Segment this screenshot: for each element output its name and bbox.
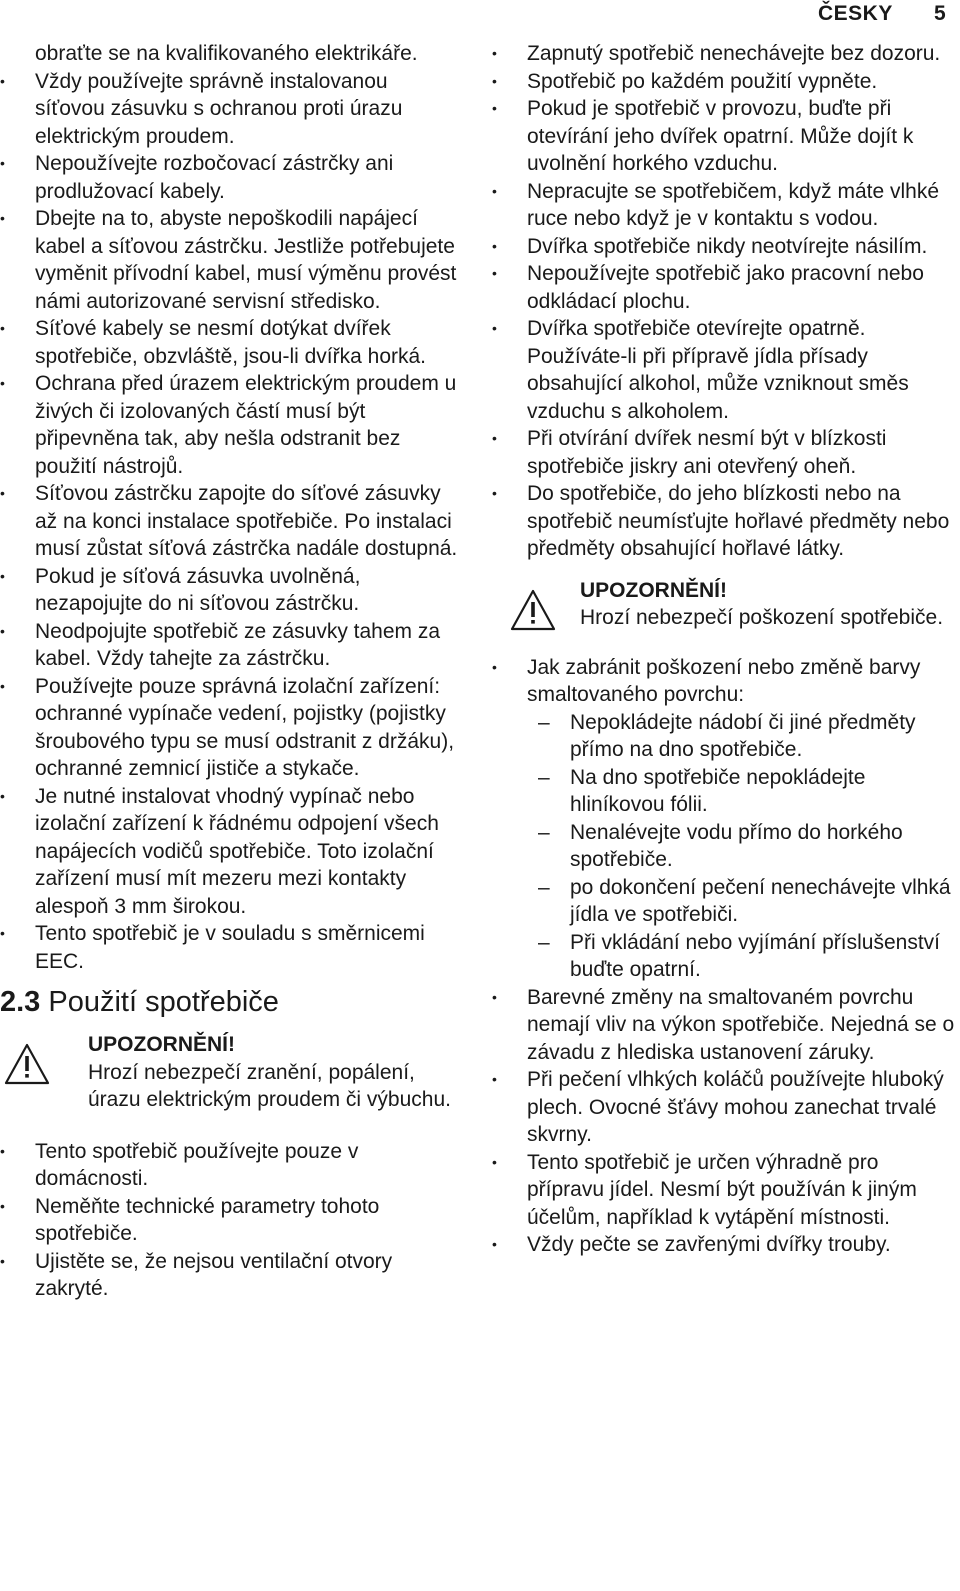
list-item: • Při pečení vlhkých koláčů používejte hluboký plech. Ovocné šťávy mohou zanechat trvalé skvrny. <box>492 1068 944 1146</box>
sublist-item: – Nepokládejte nádobí či jiné předměty přímo na dno spotřebiče. <box>538 710 916 761</box>
sublist-item: – Na dno spotřebiče nepokládejte hliníkovou fólii. <box>538 765 866 816</box>
list-item: • Při otvírání dvířek nesmí být v blízkosti spotřebiče jiskry ani otevřený oheň. <box>492 427 887 478</box>
left-column <box>0 40 460 1303</box>
section-title: Použití spotřebiče <box>48 986 279 1018</box>
page-number: 5 <box>934 2 946 25</box>
sublist-item: – Při vkládání nebo vyjímání příslušenství buďte opatrní. <box>538 930 941 981</box>
warning-title: UPOZORNĚNÍ! <box>88 1033 235 1056</box>
right-column <box>488 40 958 1259</box>
list-item: • Nepoužívejte spotřebič jako pracovní nebo odkládací plochu. <box>492 262 924 313</box>
section-heading <box>0 985 460 1019</box>
enamel-care-sublist <box>488 709 958 984</box>
warning-box <box>0 1031 460 1114</box>
list-item: • Spotřebič po každém použití vypněte. <box>492 69 878 93</box>
list-item: • Ujistěte se, že nejsou ventilační otvory zakryté. <box>0 1249 393 1300</box>
continuation-text: obraťte se na kvalifikovaného elektrikáře. <box>35 42 418 65</box>
page-header <box>0 0 960 30</box>
list-item: • Tento spotřebič je v souladu s směrnicemi EEC. <box>0 922 425 973</box>
list-item: • Jak zabránit poškození nebo změně barvy smaltovaného povrchu: – Nepokládejte nádobí či jiné předměty přímo na dno spotřebiče. – Na dno spotřebiče nepokládejte hliníkovou fólii. – Nenalévejte vodu přímo do horkého spotřebiče. – po dokončení pečení nenechávejte vlhká jídla ve spotřebiči. – Při vkládání nebo vyjímání příslušenství buďte opatrní. <box>488 654 958 984</box>
list-item: • Je nutné instalovat vhodný vypínač nebo izolační zařízení k řádnému odpojení všech napájecích vodičů spotřebiče. Toto izolační zařízení musí mít mezeru mezi kontakty alespoň 3 mm širokou. <box>0 784 439 918</box>
list-item: • Dbejte na to, abyste nepoškodili napájecí kabel a síťovou zástrčku. Jestliže potřebujete vyměnit přívodní kabel, musí výměnu provést námi autorizované servisní středisko. <box>0 207 457 313</box>
list-item: • Síťovou zástrčku zapojte do síťové zásuvky až na konci instalace spotřebiče. Po instalaci musí zůstat síťová zástrčka nadále dostupná. <box>0 482 458 560</box>
safety-list-operation <box>488 40 958 563</box>
list-item: • Nepoužívejte rozbočovací zástrčky ani prodlužovací kabely. <box>0 152 394 203</box>
sublist-item: – po dokončení pečení nenechávejte vlhká jídla ve spotřebiči. <box>538 875 951 926</box>
list-item: • Vždy pečte se zavřenými dvířky trouby. <box>492 1233 891 1256</box>
safety-list-electrical <box>0 68 460 976</box>
list-item: • Do spotřebiče, do jeho blízkosti nebo na spotřebič neumísťujte hořlavé předměty nebo předměty obsahující hořlavé látky. <box>492 482 950 560</box>
warning-triangle-icon <box>4 1043 50 1085</box>
list-item: • Dvířka spotřebiče nikdy neotvírejte násilím. <box>492 234 928 258</box>
list-item: • Pokud je síťová zásuvka uvolněná, nezapojujte do ni síťovou zástrčku. <box>0 564 361 615</box>
enamel-care-list <box>488 654 958 1259</box>
warning-text: Hrozí nebezpečí zranění, popálení, úrazu elektrickým proudem či výbuchu. <box>88 1060 451 1111</box>
list-item: • Vždy používejte správně instalovanou síťovou zásuvku s ochranou proti úrazu elektrickým proudem. <box>0 69 403 148</box>
list-item: • Síťové kabely se nesmí dotýkat dvířek spotřebiče, obzvláště, jsou-li dvířka horká. <box>0 317 427 368</box>
warning-text: Hrozí nebezpečí poškození spotřebiče. <box>580 606 944 629</box>
warning-triangle-icon <box>510 589 556 631</box>
section-number: 2.3 <box>0 986 41 1018</box>
safety-list-use <box>0 1138 460 1303</box>
list-item: • Ochrana před úrazem elektrickým proudem u živých či izolovaných částí musí být připevněna tak, aby nešla odstranit bez použití nástrojů. <box>0 372 457 478</box>
list-item: • Nepracujte se spotřebičem, když máte vlhké ruce nebo když je v kontaktu s vodou. <box>492 179 940 230</box>
warning-title: UPOZORNĚNÍ! <box>580 578 727 602</box>
list-item: • Používejte pouze správná izolační zařízení: ochranné vypínače vedení, pojistky (pojistky šroubového typu se musí odstranit z držáku), ochranné zemnicí jističe a stykače. <box>0 674 455 780</box>
warning-box <box>488 577 958 632</box>
list-item: • Tento spotřebič používejte pouze v domácnosti. <box>0 1139 359 1190</box>
language-label: ČESKY <box>818 2 893 25</box>
list-item: • Zapnutý spotřebič nenechávejte bez dozoru. <box>492 42 941 65</box>
sublist-item: – Nenalévejte vodu přímo do horkého spotřebiče. <box>538 820 903 871</box>
list-item: • Pokud je spotřebič v provozu, buďte při otevírání jeho dvířek opatrní. Může dojít k uvolnění horkého vzduchu. <box>492 97 914 175</box>
list-item: • Tento spotřebič je určen výhradně pro přípravu jídel. Nesmí být používán k jiným účelům, například k vytápění místnosti. <box>492 1150 917 1229</box>
list-item: • Barevné změny na smaltovaném povrchu nemají vliv na výkon spotřebiče. Nejedná se o závadu z hlediska ustanovení záruky. <box>492 985 955 1064</box>
list-item: • Neodpojujte spotřebič ze zásuvky tahem za kabel. Vždy tahejte za zástrčku. <box>0 619 441 670</box>
list-item: • Neměňte technické parametry tohoto spotřebiče. <box>0 1194 380 1245</box>
list-item: • Dvířka spotřebiče otevírejte opatrně. Používáte-li při přípravě jídla přísady obsahující alkohol, může vzniknout směs vzduchu s alkoholem. <box>492 317 909 423</box>
